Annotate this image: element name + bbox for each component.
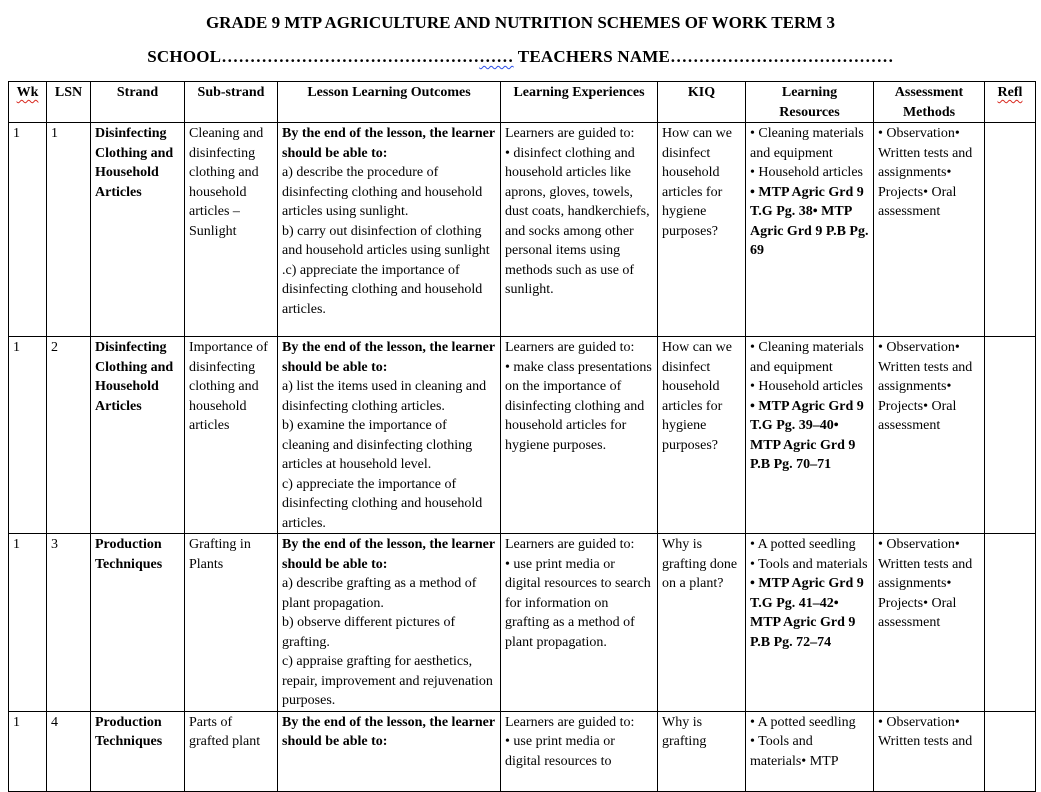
cell-refl bbox=[985, 534, 1036, 712]
cell-substrand: Parts of grafted plant bbox=[185, 711, 278, 791]
teacher-dots: ………………………………… bbox=[670, 47, 894, 66]
cell-experiences bbox=[501, 337, 658, 534]
cell-assessment: • Observation• Written tests and assignments• Projects• Oral assessment bbox=[874, 123, 985, 337]
outcome-item: .c) appreciate the importance of disinfecting clothing and household articles. bbox=[282, 262, 483, 317]
outcomes-intro: By the end of the lesson, the learner should be able to: bbox=[282, 537, 495, 572]
outcome-item: b) observe different pictures of grafting. bbox=[282, 615, 456, 650]
experiences-intro: Learners are guided to: bbox=[505, 126, 635, 141]
cell-kiq: Why is grafting bbox=[658, 711, 746, 791]
experiences-text: • use print media or digital resources to bbox=[505, 734, 615, 769]
table-row bbox=[9, 337, 1036, 534]
header-kiq: KIQ bbox=[658, 82, 746, 123]
cell-wk: 1 bbox=[9, 711, 47, 791]
school-label: SCHOOL bbox=[147, 47, 222, 66]
cell-wk: 1 bbox=[9, 534, 47, 712]
outcome-item: b) examine the importance of cleaning and disinfecting clothing articles at household level. bbox=[282, 418, 473, 472]
cell-substrand: Importance of disinfecting clothing and household articles bbox=[185, 337, 278, 534]
experiences-intro: Learners are guided to: bbox=[505, 537, 635, 552]
resource-item: • Tools and materials• MTP bbox=[750, 734, 839, 769]
resource-item: • A potted seedling bbox=[750, 537, 856, 552]
table-header-row bbox=[9, 82, 1036, 123]
outcomes-intro: By the end of the lesson, the learner should be able to: bbox=[282, 340, 495, 375]
resource-item: • A potted seedling bbox=[750, 714, 856, 730]
cell-outcomes bbox=[278, 711, 501, 791]
cell-refl bbox=[985, 337, 1036, 534]
cell-lsn: 2 bbox=[47, 337, 91, 534]
resource-item: • Tools and materials bbox=[750, 556, 868, 572]
header-resources: Learning Resources bbox=[746, 82, 874, 123]
cell-outcomes bbox=[278, 337, 501, 534]
cell-strand: Production Techniques bbox=[91, 534, 185, 712]
outcome-item: c) appreciate the importance of disinfecting clothing and household articles. bbox=[282, 476, 483, 531]
cell-kiq: How can we disinfect household articles for hygiene purposes? bbox=[658, 123, 746, 337]
cell-outcomes bbox=[278, 534, 501, 712]
cell-substrand: Grafting in Plants bbox=[185, 534, 278, 712]
document-title: GRADE 9 MTP AGRICULTURE AND NUTRITION SCHEMES OF WORK TERM 3 bbox=[205, 13, 836, 32]
header-lsn: LSN bbox=[47, 82, 91, 123]
experiences-intro: Learners are guided to: bbox=[505, 714, 635, 730]
school-dots: ……………………………………… bbox=[221, 47, 480, 66]
teacher-label: TEACHERS NAME bbox=[517, 47, 671, 66]
header-wk: Wk bbox=[9, 82, 47, 123]
cell-refl bbox=[985, 711, 1036, 791]
cell-experiences bbox=[501, 711, 658, 791]
cell-resources bbox=[746, 711, 874, 791]
header-outcomes: Lesson Learning Outcomes bbox=[278, 82, 501, 123]
outcomes-intro: By the end of the lesson, the learner should be able to: bbox=[282, 714, 495, 749]
experiences-text: • disinfect clothing and household articles like aprons, gloves, towels, dust coats, handkerchiefs, and socks among other personal items using methods such as use of sunlight. bbox=[505, 145, 650, 297]
cell-wk: 1 bbox=[9, 337, 47, 534]
table-row bbox=[9, 711, 1036, 791]
cell-strand: Disinfecting Clothing and Household Articles bbox=[91, 123, 185, 337]
experiences-text: • use print media or digital resources to search for information on grafting as a method of plant propagation. bbox=[505, 556, 651, 650]
resource-book-refs: • MTP Agric Grd 9 T.G Pg. 39–40• MTP Agric Grd 9 P.B Pg. 70–71 bbox=[750, 398, 864, 472]
resource-item: • Household articles bbox=[750, 165, 863, 180]
outcomes-intro: By the end of the lesson, the learner should be able to: bbox=[282, 126, 495, 161]
outcome-item: a) describe grafting as a method of plant propagation. bbox=[282, 576, 477, 611]
cell-resources bbox=[746, 534, 874, 712]
cell-refl bbox=[985, 123, 1036, 337]
cell-resources bbox=[746, 337, 874, 534]
cell-assessment: • Observation• Written tests and assignments• Projects• Oral assessment bbox=[874, 337, 985, 534]
outcome-item: a) describe the procedure of disinfecting clothing and household articles using sunlight. bbox=[282, 165, 483, 219]
cell-experiences bbox=[501, 534, 658, 712]
header-substrand: Sub-strand bbox=[185, 82, 278, 123]
cell-outcomes bbox=[278, 123, 501, 337]
outcome-item: a) list the items used in cleaning and disinfecting clothing articles. bbox=[282, 379, 487, 414]
cell-strand: Disinfecting Clothing and Household Articles bbox=[91, 337, 185, 534]
schemes-of-work-table bbox=[8, 81, 1036, 792]
header-experiences: Learning Experiences bbox=[501, 82, 658, 123]
resource-book-refs: • MTP Agric Grd 9 T.G Pg. 41–42• MTP Agric Grd 9 P.B Pg. 72–74 bbox=[750, 576, 864, 650]
resource-item: • Household articles bbox=[750, 379, 863, 394]
cell-lsn: 4 bbox=[47, 711, 91, 791]
header-assessment: Assessment Methods bbox=[874, 82, 985, 123]
cell-assessment: • Observation• Written tests and bbox=[874, 711, 985, 791]
cell-kiq: How can we disinfect household articles for hygiene purposes? bbox=[658, 337, 746, 534]
table-row bbox=[9, 534, 1036, 712]
outcome-item: c) appraise grafting for aesthetics, repair, improvement and rejuvenation purposes. bbox=[282, 654, 493, 708]
experiences-intro: Learners are guided to: bbox=[505, 340, 635, 355]
cell-lsn: 3 bbox=[47, 534, 91, 712]
cell-substrand: Cleaning and disinfecting clothing and household articles – Sunlight bbox=[185, 123, 278, 337]
outcome-item: b) carry out disinfection of clothing and household articles using sunlight bbox=[282, 223, 490, 258]
header-refl: Refl bbox=[985, 82, 1036, 123]
resource-book-refs: • MTP Agric Grd 9 T.G Pg. 38• MTP Agric Grd 9 P.B Pg. 69 bbox=[750, 184, 869, 258]
resource-item: • Cleaning materials and equipment bbox=[750, 340, 864, 375]
cell-wk: 1 bbox=[9, 123, 47, 337]
cell-strand: Production Techniques bbox=[91, 711, 185, 791]
cell-assessment: • Observation• Written tests and assignments• Projects• Oral assessment bbox=[874, 534, 985, 712]
header-strand: Strand bbox=[91, 82, 185, 123]
experiences-text: • make class presentations on the importance of disinfecting clothing and household articles for hygiene purposes. bbox=[505, 359, 652, 453]
cell-lsn: 1 bbox=[47, 123, 91, 337]
cell-experiences bbox=[501, 123, 658, 337]
cell-resources bbox=[746, 123, 874, 337]
resource-item: • Cleaning materials and equipment bbox=[750, 126, 864, 161]
school-dots-tail: …… bbox=[479, 47, 514, 66]
table-row bbox=[9, 123, 1036, 337]
document-subtitle bbox=[0, 47, 1041, 67]
cell-kiq: Why is grafting done on a plant? bbox=[658, 534, 746, 712]
